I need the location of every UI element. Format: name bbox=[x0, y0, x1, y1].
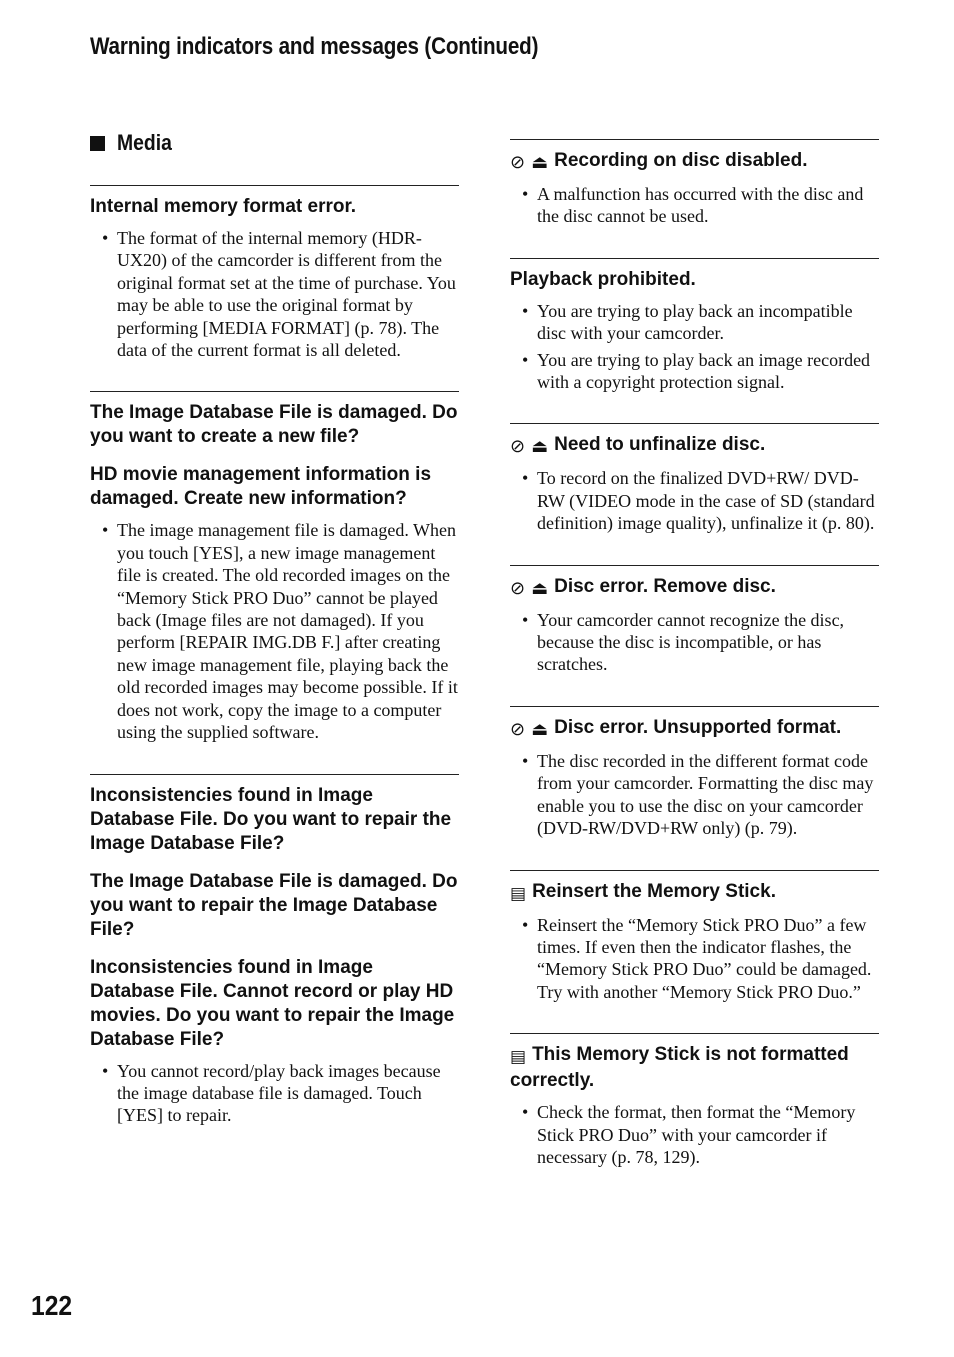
entry-internal-memory-format-error bbox=[90, 185, 459, 391]
bullet-item: • The disc recorded in the different format code from your camcorder. Formatting the disc may enable you to use the disc on your camcorder (DVD-RW/DVD+RW only) (p. 79). bbox=[510, 750, 879, 840]
entry-title: Disc error. Remove disc. bbox=[554, 575, 776, 597]
entry-disc-error-unsupported bbox=[510, 706, 879, 870]
entry-title: The Image Database File is damaged. Do you want to create a new file? bbox=[90, 402, 458, 448]
page-header: Warning indicators and messages (Continued) bbox=[90, 33, 539, 60]
bullet-list bbox=[510, 467, 879, 534]
entry-playback-prohibited bbox=[510, 258, 879, 424]
disc-warning-icon: ⊘ bbox=[510, 152, 526, 173]
entry-reinsert-memory-stick bbox=[510, 870, 879, 1034]
bullet-item: • You cannot record/play back images because the image database file is damaged. Touch [YES] to repair. bbox=[90, 1060, 459, 1127]
bullet-item: • Check the format, then format the “Memory Stick PRO Duo” with your camcorder if necessary (p. 78, 129). bbox=[510, 1101, 879, 1168]
square-bullet-icon bbox=[90, 136, 105, 151]
bullet-list bbox=[510, 750, 879, 840]
entry-title: Reinsert the Memory Stick. bbox=[532, 880, 776, 902]
bullet-item: • You are trying to play back an image recorded with a copyright protection signal. bbox=[510, 349, 879, 394]
entry-image-database-repair bbox=[90, 774, 459, 1157]
entry-memory-stick-format bbox=[510, 1033, 879, 1198]
entry-unfinalize bbox=[510, 423, 879, 564]
disc-warning-icon: ⊘ bbox=[510, 436, 526, 458]
entry-title-row bbox=[510, 880, 879, 906]
entry-title-row bbox=[510, 1043, 879, 1093]
entry-image-database-damaged bbox=[90, 391, 459, 773]
bullet-item: • Your camcorder cannot recognize the disc, because the disc is incompatible, or has scratches. bbox=[510, 609, 879, 676]
bullet-list bbox=[510, 914, 879, 1004]
bullet-list bbox=[90, 227, 459, 361]
entry-disc-error-remove bbox=[510, 565, 879, 706]
eject-icon: ⏏ bbox=[531, 436, 549, 458]
left-column bbox=[90, 185, 459, 1157]
bullet-list bbox=[510, 300, 879, 394]
section-heading bbox=[90, 130, 179, 156]
entry-title-alt: Inconsistencies found in Image Database File. Cannot record or play HD movies. Do you want to repair the Image Database File? bbox=[90, 956, 455, 1050]
eject-icon: ⏏ bbox=[531, 577, 549, 599]
bullet-list bbox=[90, 519, 459, 743]
bullet-list bbox=[90, 1060, 459, 1127]
eject-icon: ⏏ bbox=[531, 718, 549, 740]
entry-title-alt: HD movie management information is damaged. Create new information? bbox=[90, 464, 432, 510]
entry-title: Disc error. Unsupported format. bbox=[554, 716, 842, 738]
memory-stick-icon: ▤ bbox=[510, 883, 527, 904]
bullet-list bbox=[510, 183, 879, 228]
bullet-item: • To record on the finalized DVD+RW/ DVD-RW (VIDEO mode in the case of SD (standard definition) image quality), unfinalize it (p. 80). bbox=[510, 467, 879, 534]
section-title: Media bbox=[117, 130, 172, 155]
bullet-item: • A malfunction has occurred with the disc and the disc cannot be used. bbox=[510, 183, 879, 228]
bullet-list bbox=[510, 609, 879, 676]
bullet-item: • The format of the internal memory (HDR-UX20) of the camcorder is different from the original format set at the time of purchase. You may be able to use the original format by performing [MEDIA FORMAT] (p. 78). The data of the current format is all deleted. bbox=[90, 227, 459, 361]
bullet-item: • The image management file is damaged. When you touch [YES], a new image management file is created. The old recorded images on the “Memory Stick PRO Duo” cannot be played back (Image files are not damaged). If you perform [REPAIR IMG.DB F.] after creating new image management file, playing back the old recorded images may become possible. If it does not work, copy the image to a computer using the supplied software. bbox=[90, 519, 459, 743]
entry-title: Inconsistencies found in Image Database File. Do you want to repair the Image Database File? bbox=[90, 784, 452, 854]
entry-title: Playback prohibited. bbox=[510, 268, 696, 290]
entry-title: This Memory Stick is not formatted correctly. bbox=[510, 1044, 849, 1092]
entry-title: Recording on disc disabled. bbox=[554, 150, 808, 171]
entry-title-row bbox=[510, 149, 879, 175]
eject-icon: ⏏ bbox=[531, 152, 549, 173]
entry-title-row bbox=[510, 433, 879, 459]
entry-title: Internal memory format error. bbox=[90, 196, 357, 217]
entry-title-row bbox=[510, 716, 879, 742]
page-number: 122 bbox=[31, 1290, 73, 1321]
memory-stick-icon: ▤ bbox=[510, 1047, 527, 1068]
right-column bbox=[510, 139, 879, 1198]
disc-warning-icon: ⊘ bbox=[510, 577, 526, 599]
entry-title-alt: The Image Database File is damaged. Do you want to repair the Image Database File? bbox=[90, 870, 458, 940]
bullet-item: • Reinsert the “Memory Stick PRO Duo” a few times. If even then the indicator flashes, the “Memory Stick PRO Duo” could be damaged. Try with another “Memory Stick PRO Duo.” bbox=[510, 914, 879, 1004]
entry-recording-disabled bbox=[510, 139, 879, 258]
entry-title-row bbox=[510, 575, 879, 601]
entry-title: Need to unfinalize disc. bbox=[554, 434, 766, 456]
bullet-list bbox=[510, 1101, 879, 1168]
disc-warning-icon: ⊘ bbox=[510, 718, 526, 740]
bullet-item: • You are trying to play back an incompatible disc with your camcorder. bbox=[510, 300, 879, 345]
